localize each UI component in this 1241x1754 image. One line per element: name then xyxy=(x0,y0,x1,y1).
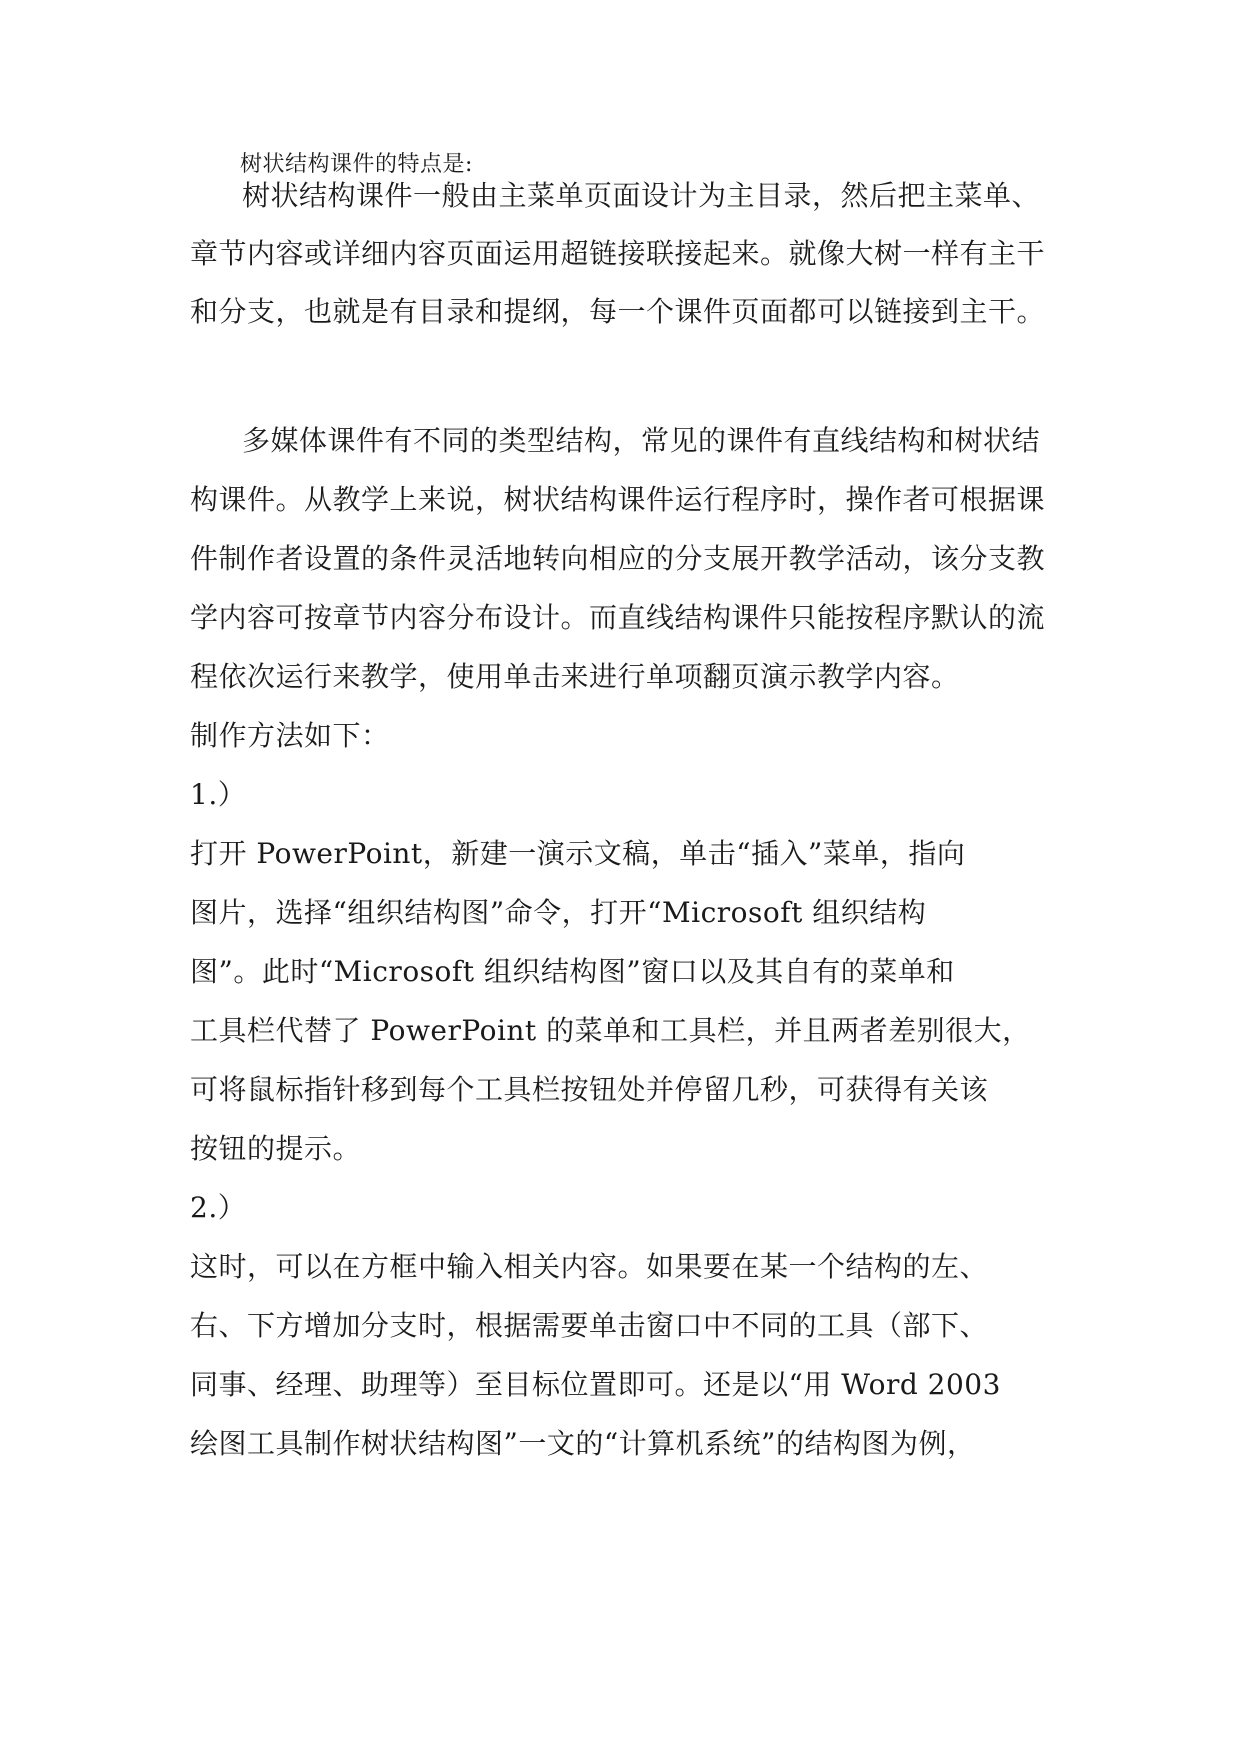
paragraph-line: 学内容可按章节内容分布设计。而直线结构课件只能按程序默认的流 xyxy=(190,601,1046,634)
paragraph-line: 多媒体课件有不同的类型结构，常见的课件有直线结构和树状结 xyxy=(242,424,1041,457)
paragraph-line: 图”。此时“Microsoft 组织结构图”窗口以及其自有的菜单和 xyxy=(190,955,955,988)
paragraph-line: 工具栏代替了 PowerPoint 的菜单和工具栏，并且两者差别很大， xyxy=(190,1014,1031,1047)
paragraph-line: 程依次运行来教学，使用单击来进行单项翻页演示教学内容。 xyxy=(190,660,960,693)
paragraph-line: 右、下方增加分支时，根据需要单击窗口中不同的工具（部下、 xyxy=(190,1309,989,1342)
paragraph-line: 章节内容或详细内容页面运用超链接联接起来。就像大树一样有主干 xyxy=(190,237,1046,270)
paragraph-line: 制作方法如下： xyxy=(190,719,390,752)
list-marker: 1.） xyxy=(190,778,247,811)
section-heading: 树状结构课件的特点是: xyxy=(240,152,473,177)
list-marker: 2.） xyxy=(190,1191,247,1224)
paragraph-line: 按钮的提示。 xyxy=(190,1132,362,1165)
paragraph-line: 打开 PowerPoint，新建一演示文稿，单击“插入”菜单，指向 xyxy=(190,837,966,870)
paragraph-line: 绘图工具制作树状结构图”一文的“计算机系统”的结构图为例， xyxy=(190,1427,976,1460)
paragraph-line: 和分支，也就是有目录和提纲，每一个课件页面都可以链接到主干。 xyxy=(190,295,1046,328)
paragraph-line: 件制作者设置的条件灵活地转向相应的分支展开教学活动，该分支教 xyxy=(190,542,1046,575)
paragraph-line: 同事、经理、助理等）至目标位置即可。还是以“用 Word 2003 xyxy=(190,1368,1001,1401)
paragraph-line: 构课件。从教学上来说，树状结构课件运行程序时，操作者可根据课 xyxy=(190,483,1046,516)
paragraph-line: 树状结构课件一般由主菜单页面设计为主目录，然后把主菜单、 xyxy=(242,179,1041,212)
paragraph-line: 可将鼠标指针移到每个工具栏按钮处并停留几秒，可获得有关该 xyxy=(190,1073,989,1106)
paragraph-line: 图片，选择“组织结构图”命令，打开“Microsoft 组织结构 xyxy=(190,896,927,929)
paragraph-line: 这时，可以在方框中输入相关内容。如果要在某一个结构的左、 xyxy=(190,1250,989,1283)
